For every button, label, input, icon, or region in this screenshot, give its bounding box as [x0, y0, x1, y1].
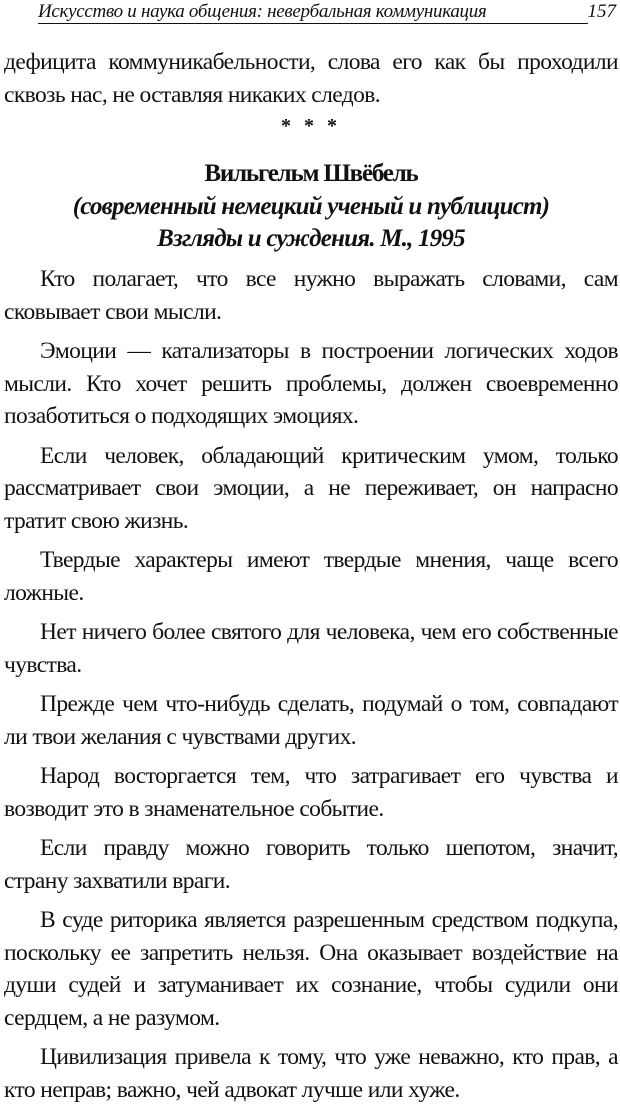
- running-head: [38, 2, 618, 24]
- quote-paragraph: Кто полагает, что все нужно выражать словами, сам сковывает свои мысли.: [4, 266, 618, 325]
- quote-paragraph: Нет ничего более святого для человека, чем его собственные чувства.: [4, 619, 618, 678]
- quote-paragraph: Народ восторгается тем, что затрагивает его чувства и возводит это в знаменательное событие.: [4, 763, 618, 822]
- author-name: Вильгельм Швёбель: [204, 160, 418, 187]
- author-description: (современный немецкий ученый и публицист): [72, 193, 550, 220]
- quote-paragraph: Цивилизация привела к тому, что уже неважно, кто прав, а кто неправ; важно, чей адвокат лучше или хуже.: [4, 1044, 618, 1103]
- quote-paragraph: Если человек, обладающий критическим умом, только рассматривает свои эмоции, а не переживает, он напрасно тратит свою жизнь.: [4, 442, 618, 534]
- quote-paragraph: В суде риторика является разрешенным средством подкупа, поскольку ее запретить нельзя. Она оказывает воздействие на души судей и затуманивает их сознание, чтобы судили они сердцем, а не разумом.: [4, 907, 618, 1031]
- quote-paragraph: Твердые характеры имеют твердые мнения, чаще всего ложные.: [4, 547, 618, 606]
- section-separator: * * *: [281, 115, 341, 137]
- page-body: [4, 46, 618, 1106]
- continuation-paragraph: дефицита коммуникабельности, слова его как бы проходили сквозь нас, не оставляя никаких следов.: [4, 49, 618, 108]
- quote-paragraph: Прежде чем что-нибудь сделать, подумай о том, совпадают ли твои желания с чувствами других.: [4, 691, 618, 750]
- quote-paragraph: Эмоции — катализаторы в построении логических ходов мысли. Кто хочет решить проблемы, должен своевременно позаботиться о подходящих эмоциях.: [4, 338, 618, 429]
- running-head-title: Искусство и наука общения: невербальная коммуникация: [38, 1, 487, 22]
- source-citation: Взгляды и суждения. М., 1995: [157, 225, 465, 252]
- section-heading: [4, 157, 618, 255]
- page-number: 157: [587, 1, 616, 22]
- quote-paragraph: Если правду можно говорить только шепотом, значит, страну захватили враги.: [4, 835, 618, 894]
- header-rule: [38, 23, 588, 24]
